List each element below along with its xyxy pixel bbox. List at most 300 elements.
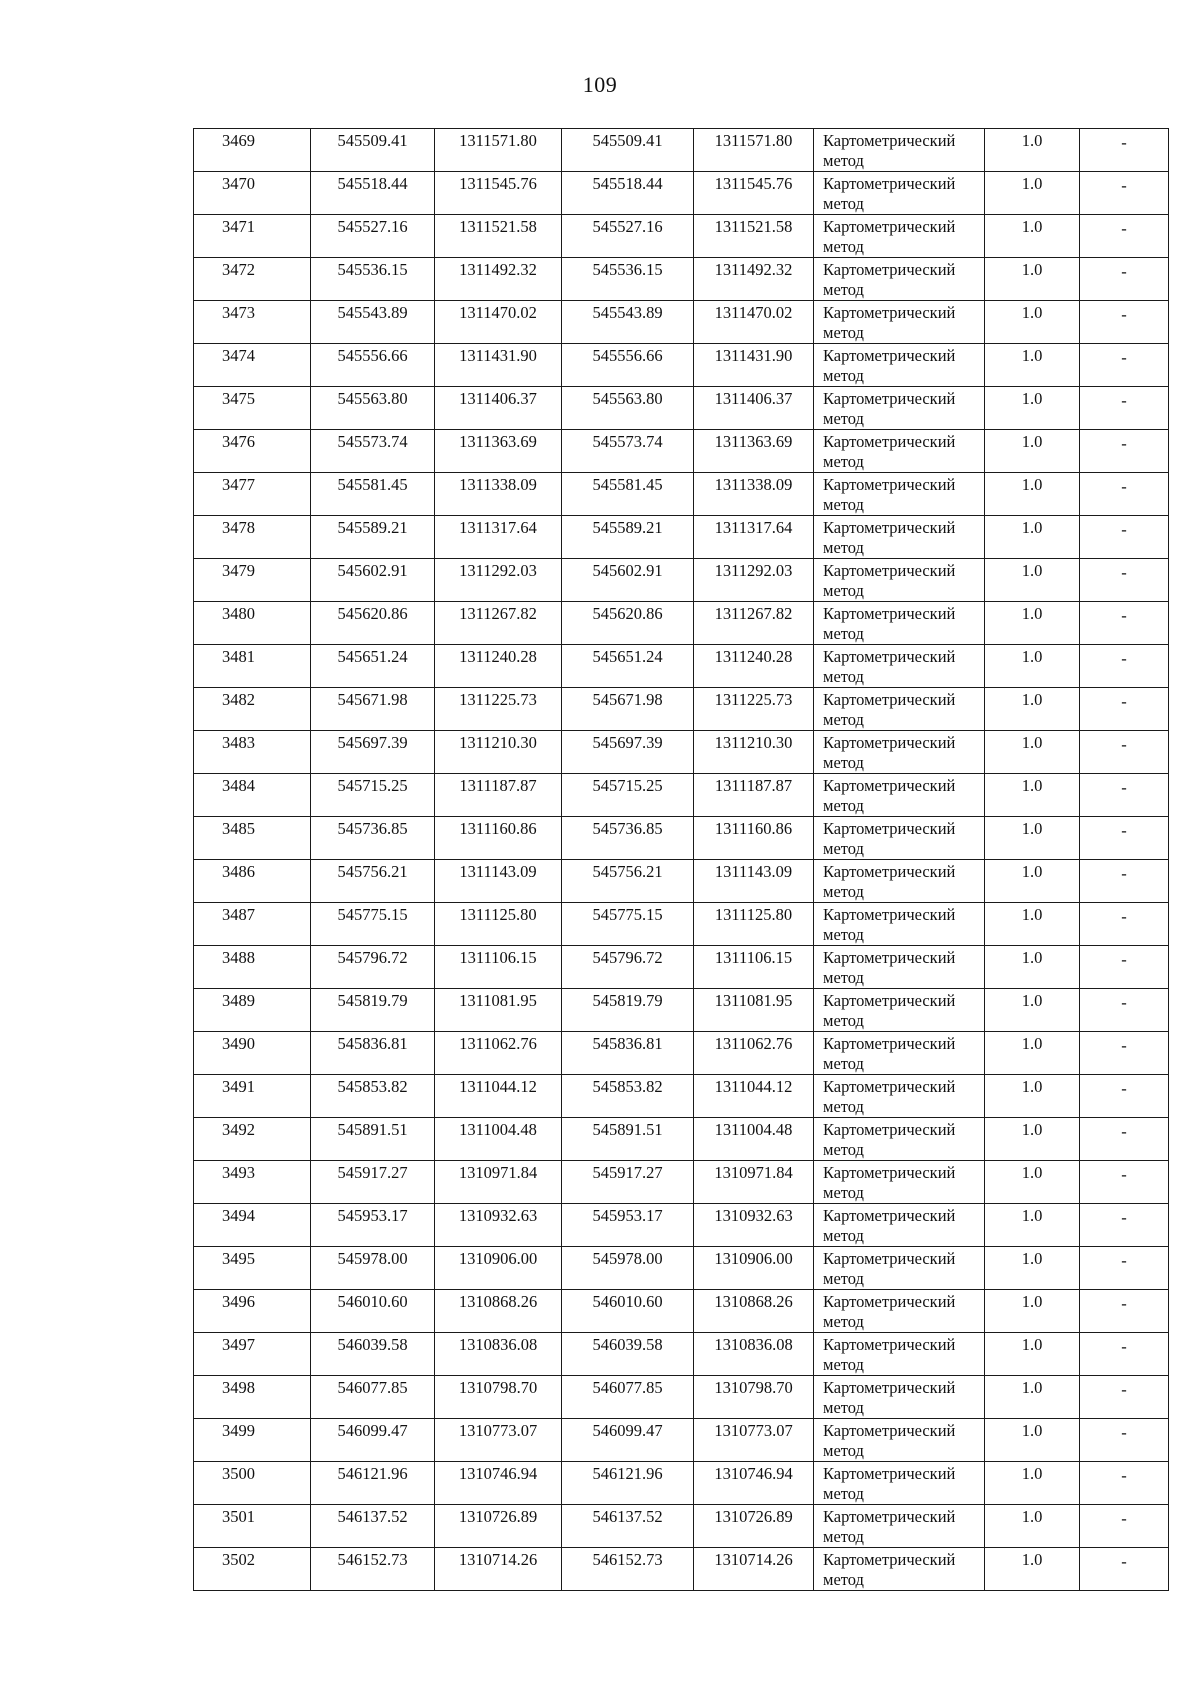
y-coordinate-repeat-cell: 1310798.70: [694, 1376, 814, 1419]
x-coordinate-cell: 545756.21: [311, 860, 435, 903]
point-number-cell: 3482: [194, 688, 311, 731]
y-coordinate-cell: 1311431.90: [435, 344, 562, 387]
y-coordinate-cell: 1310932.63: [435, 1204, 562, 1247]
method-cell: [814, 903, 985, 946]
note-cell: -: [1080, 1462, 1169, 1505]
accuracy-cell: 1.0: [985, 1290, 1080, 1333]
x-coordinate-cell: 545775.15: [311, 903, 435, 946]
y-coordinate-cell: 1311571.80: [435, 129, 562, 172]
accuracy-cell: 1.0: [985, 1075, 1080, 1118]
table-body: [194, 129, 1169, 1591]
method-line-1: Картометрический: [823, 1421, 956, 1440]
x-coordinate-repeat-cell: 545620.86: [562, 602, 694, 645]
x-coordinate-cell: 545563.80: [311, 387, 435, 430]
x-coordinate-repeat-cell: 545756.21: [562, 860, 694, 903]
table-row: [194, 172, 1169, 215]
coordinates-table: [193, 128, 1169, 1591]
method-line-2: метод: [823, 1441, 864, 1460]
method-line-2: метод: [823, 1484, 864, 1503]
x-coordinate-cell: 545836.81: [311, 1032, 435, 1075]
method-line-1: Картометрический: [823, 1292, 956, 1311]
y-coordinate-repeat-cell: 1311225.73: [694, 688, 814, 731]
x-coordinate-repeat-cell: 546099.47: [562, 1419, 694, 1462]
note-cell: -: [1080, 817, 1169, 860]
table-row: [194, 258, 1169, 301]
table-row: [194, 688, 1169, 731]
table-row: [194, 903, 1169, 946]
note-cell: -: [1080, 1075, 1169, 1118]
table-row: [194, 1505, 1169, 1548]
y-coordinate-cell: 1311143.09: [435, 860, 562, 903]
note-cell: -: [1080, 1376, 1169, 1419]
x-coordinate-cell: 545671.98: [311, 688, 435, 731]
accuracy-cell: 1.0: [985, 430, 1080, 473]
note-cell: -: [1080, 860, 1169, 903]
x-coordinate-repeat-cell: 545671.98: [562, 688, 694, 731]
y-coordinate-cell: 1310798.70: [435, 1376, 562, 1419]
note-cell: -: [1080, 473, 1169, 516]
y-coordinate-cell: 1311125.80: [435, 903, 562, 946]
x-coordinate-repeat-cell: 545518.44: [562, 172, 694, 215]
y-coordinate-repeat-cell: 1310773.07: [694, 1419, 814, 1462]
note-cell: -: [1080, 688, 1169, 731]
y-coordinate-cell: 1311044.12: [435, 1075, 562, 1118]
method-line-1: Картометрический: [823, 475, 956, 494]
method-line-1: Картометрический: [823, 647, 956, 666]
y-coordinate-cell: 1310836.08: [435, 1333, 562, 1376]
method-line-1: Картометрический: [823, 1550, 956, 1569]
method-cell: [814, 774, 985, 817]
method-line-2: метод: [823, 667, 864, 686]
method-line-2: метод: [823, 1570, 864, 1589]
y-coordinate-repeat-cell: 1311521.58: [694, 215, 814, 258]
method-line-1: Картометрический: [823, 819, 956, 838]
point-number-cell: 3488: [194, 946, 311, 989]
x-coordinate-repeat-cell: 545602.91: [562, 559, 694, 602]
x-coordinate-repeat-cell: 545775.15: [562, 903, 694, 946]
y-coordinate-repeat-cell: 1311317.64: [694, 516, 814, 559]
x-coordinate-cell: 545620.86: [311, 602, 435, 645]
x-coordinate-repeat-cell: 546039.58: [562, 1333, 694, 1376]
y-coordinate-cell: 1310906.00: [435, 1247, 562, 1290]
table-row: [194, 1419, 1169, 1462]
point-number-cell: 3489: [194, 989, 311, 1032]
method-line-2: метод: [823, 194, 864, 213]
table-row: [194, 516, 1169, 559]
x-coordinate-cell: 546039.58: [311, 1333, 435, 1376]
x-coordinate-cell: 545518.44: [311, 172, 435, 215]
method-line-1: Картометрический: [823, 776, 956, 795]
table-row: [194, 1333, 1169, 1376]
x-coordinate-cell: 545819.79: [311, 989, 435, 1032]
y-coordinate-repeat-cell: 1311160.86: [694, 817, 814, 860]
method-line-1: Картометрический: [823, 862, 956, 881]
x-coordinate-cell: 546099.47: [311, 1419, 435, 1462]
note-cell: -: [1080, 989, 1169, 1032]
y-coordinate-repeat-cell: 1310714.26: [694, 1548, 814, 1591]
y-coordinate-cell: 1311521.58: [435, 215, 562, 258]
x-coordinate-cell: 545573.74: [311, 430, 435, 473]
method-cell: [814, 1462, 985, 1505]
point-number-cell: 3483: [194, 731, 311, 774]
note-cell: -: [1080, 1505, 1169, 1548]
method-cell: [814, 602, 985, 645]
note-cell: -: [1080, 301, 1169, 344]
method-cell: [814, 387, 985, 430]
y-coordinate-cell: 1311267.82: [435, 602, 562, 645]
note-cell: -: [1080, 387, 1169, 430]
table-row: [194, 1462, 1169, 1505]
accuracy-cell: 1.0: [985, 1462, 1080, 1505]
point-number-cell: 3493: [194, 1161, 311, 1204]
method-cell: [814, 344, 985, 387]
table-row: [194, 1376, 1169, 1419]
y-coordinate-cell: 1311225.73: [435, 688, 562, 731]
method-cell: [814, 1247, 985, 1290]
point-number-cell: 3479: [194, 559, 311, 602]
method-cell: [814, 688, 985, 731]
table-row: [194, 301, 1169, 344]
y-coordinate-repeat-cell: 1311187.87: [694, 774, 814, 817]
point-number-cell: 3486: [194, 860, 311, 903]
x-coordinate-repeat-cell: 545715.25: [562, 774, 694, 817]
note-cell: -: [1080, 1032, 1169, 1075]
method-line-2: метод: [823, 495, 864, 514]
x-coordinate-repeat-cell: 545536.15: [562, 258, 694, 301]
y-coordinate-cell: 1311317.64: [435, 516, 562, 559]
point-number-cell: 3469: [194, 129, 311, 172]
y-coordinate-repeat-cell: 1310836.08: [694, 1333, 814, 1376]
x-coordinate-repeat-cell: 546137.52: [562, 1505, 694, 1548]
x-coordinate-cell: 545736.85: [311, 817, 435, 860]
x-coordinate-repeat-cell: 545796.72: [562, 946, 694, 989]
method-line-1: Картометрический: [823, 346, 956, 365]
method-cell: [814, 1032, 985, 1075]
note-cell: -: [1080, 645, 1169, 688]
accuracy-cell: 1.0: [985, 258, 1080, 301]
method-cell: [814, 129, 985, 172]
method-line-1: Картометрический: [823, 389, 956, 408]
x-coordinate-repeat-cell: 545953.17: [562, 1204, 694, 1247]
point-number-cell: 3495: [194, 1247, 311, 1290]
y-coordinate-repeat-cell: 1311081.95: [694, 989, 814, 1032]
note-cell: -: [1080, 172, 1169, 215]
y-coordinate-repeat-cell: 1311292.03: [694, 559, 814, 602]
y-coordinate-repeat-cell: 1310746.94: [694, 1462, 814, 1505]
table-row: [194, 1204, 1169, 1247]
x-coordinate-repeat-cell: 545573.74: [562, 430, 694, 473]
y-coordinate-repeat-cell: 1311470.02: [694, 301, 814, 344]
x-coordinate-cell: 545953.17: [311, 1204, 435, 1247]
y-coordinate-cell: 1311406.37: [435, 387, 562, 430]
note-cell: -: [1080, 774, 1169, 817]
accuracy-cell: 1.0: [985, 645, 1080, 688]
table-row: [194, 1118, 1169, 1161]
method-cell: [814, 817, 985, 860]
point-number-cell: 3498: [194, 1376, 311, 1419]
point-number-cell: 3472: [194, 258, 311, 301]
method-line-1: Картометрический: [823, 1249, 956, 1268]
point-number-cell: 3476: [194, 430, 311, 473]
point-number-cell: 3492: [194, 1118, 311, 1161]
x-coordinate-repeat-cell: 545836.81: [562, 1032, 694, 1075]
y-coordinate-cell: 1311187.87: [435, 774, 562, 817]
x-coordinate-cell: 545891.51: [311, 1118, 435, 1161]
x-coordinate-repeat-cell: 545563.80: [562, 387, 694, 430]
y-coordinate-cell: 1310868.26: [435, 1290, 562, 1333]
table-row: [194, 344, 1169, 387]
x-coordinate-repeat-cell: 546152.73: [562, 1548, 694, 1591]
accuracy-cell: 1.0: [985, 344, 1080, 387]
point-number-cell: 3494: [194, 1204, 311, 1247]
y-coordinate-cell: 1310971.84: [435, 1161, 562, 1204]
method-cell: [814, 559, 985, 602]
table-row: [194, 1290, 1169, 1333]
table-row: [194, 129, 1169, 172]
point-number-cell: 3491: [194, 1075, 311, 1118]
method-cell: [814, 215, 985, 258]
accuracy-cell: 1.0: [985, 1204, 1080, 1247]
y-coordinate-cell: 1310746.94: [435, 1462, 562, 1505]
method-line-1: Картометрический: [823, 948, 956, 967]
x-coordinate-cell: 545527.16: [311, 215, 435, 258]
point-number-cell: 3497: [194, 1333, 311, 1376]
x-coordinate-cell: 546137.52: [311, 1505, 435, 1548]
x-coordinate-repeat-cell: 545819.79: [562, 989, 694, 1032]
method-line-1: Картометрический: [823, 518, 956, 537]
x-coordinate-repeat-cell: 545527.16: [562, 215, 694, 258]
x-coordinate-cell: 545602.91: [311, 559, 435, 602]
y-coordinate-cell: 1311004.48: [435, 1118, 562, 1161]
accuracy-cell: 1.0: [985, 1032, 1080, 1075]
note-cell: -: [1080, 344, 1169, 387]
accuracy-cell: 1.0: [985, 1505, 1080, 1548]
x-coordinate-repeat-cell: 545736.85: [562, 817, 694, 860]
accuracy-cell: 1.0: [985, 688, 1080, 731]
page-number: 109: [582, 72, 618, 97]
y-coordinate-cell: 1311210.30: [435, 731, 562, 774]
x-coordinate-cell: 545796.72: [311, 946, 435, 989]
x-coordinate-repeat-cell: 545543.89: [562, 301, 694, 344]
note-cell: -: [1080, 129, 1169, 172]
y-coordinate-cell: 1311470.02: [435, 301, 562, 344]
y-coordinate-cell: 1311338.09: [435, 473, 562, 516]
note-cell: -: [1080, 215, 1169, 258]
method-line-1: Картометрический: [823, 991, 956, 1010]
table-row: [194, 1548, 1169, 1591]
y-coordinate-repeat-cell: 1311106.15: [694, 946, 814, 989]
y-coordinate-repeat-cell: 1311044.12: [694, 1075, 814, 1118]
method-line-2: метод: [823, 882, 864, 901]
x-coordinate-cell: 546010.60: [311, 1290, 435, 1333]
accuracy-cell: 1.0: [985, 473, 1080, 516]
x-coordinate-repeat-cell: 545589.21: [562, 516, 694, 559]
accuracy-cell: 1.0: [985, 215, 1080, 258]
accuracy-cell: 1.0: [985, 1247, 1080, 1290]
note-cell: -: [1080, 903, 1169, 946]
method-line-2: метод: [823, 925, 864, 944]
method-line-2: метод: [823, 710, 864, 729]
y-coordinate-repeat-cell: 1310932.63: [694, 1204, 814, 1247]
y-coordinate-cell: 1310714.26: [435, 1548, 562, 1591]
method-cell: [814, 1376, 985, 1419]
method-cell: [814, 1118, 985, 1161]
y-coordinate-repeat-cell: 1311492.32: [694, 258, 814, 301]
method-line-2: метод: [823, 1355, 864, 1374]
x-coordinate-repeat-cell: 545853.82: [562, 1075, 694, 1118]
y-coordinate-repeat-cell: 1311363.69: [694, 430, 814, 473]
method-cell: [814, 1075, 985, 1118]
table-row: [194, 946, 1169, 989]
x-coordinate-cell: 545978.00: [311, 1247, 435, 1290]
y-coordinate-repeat-cell: 1311210.30: [694, 731, 814, 774]
method-line-1: Картометрический: [823, 1464, 956, 1483]
x-coordinate-cell: 546121.96: [311, 1462, 435, 1505]
method-line-1: Картометрический: [823, 131, 956, 150]
point-number-cell: 3478: [194, 516, 311, 559]
x-coordinate-repeat-cell: 545697.39: [562, 731, 694, 774]
point-number-cell: 3501: [194, 1505, 311, 1548]
point-number-cell: 3496: [194, 1290, 311, 1333]
method-cell: [814, 1505, 985, 1548]
method-line-1: Картометрический: [823, 174, 956, 193]
method-line-1: Картометрический: [823, 303, 956, 322]
x-coordinate-repeat-cell: 545978.00: [562, 1247, 694, 1290]
table-row: [194, 387, 1169, 430]
y-coordinate-repeat-cell: 1311062.76: [694, 1032, 814, 1075]
accuracy-cell: 1.0: [985, 602, 1080, 645]
method-line-2: метод: [823, 1312, 864, 1331]
point-number-cell: 3487: [194, 903, 311, 946]
y-coordinate-cell: 1311160.86: [435, 817, 562, 860]
point-number-cell: 3477: [194, 473, 311, 516]
x-coordinate-cell: 545581.45: [311, 473, 435, 516]
y-coordinate-cell: 1311545.76: [435, 172, 562, 215]
y-coordinate-repeat-cell: 1311571.80: [694, 129, 814, 172]
note-cell: -: [1080, 1161, 1169, 1204]
table-row: [194, 860, 1169, 903]
note-cell: -: [1080, 602, 1169, 645]
accuracy-cell: 1.0: [985, 989, 1080, 1032]
method-line-1: Картометрический: [823, 260, 956, 279]
table-row: [194, 731, 1169, 774]
note-cell: -: [1080, 258, 1169, 301]
point-number-cell: 3471: [194, 215, 311, 258]
method-line-2: метод: [823, 796, 864, 815]
table-row: [194, 559, 1169, 602]
method-cell: [814, 258, 985, 301]
y-coordinate-cell: 1311081.95: [435, 989, 562, 1032]
table-row: [194, 1247, 1169, 1290]
point-number-cell: 3474: [194, 344, 311, 387]
method-line-1: Картометрический: [823, 561, 956, 580]
method-line-1: Картометрический: [823, 733, 956, 752]
accuracy-cell: 1.0: [985, 860, 1080, 903]
method-line-2: метод: [823, 1054, 864, 1073]
point-number-cell: 3484: [194, 774, 311, 817]
note-cell: -: [1080, 1333, 1169, 1376]
note-cell: -: [1080, 559, 1169, 602]
accuracy-cell: 1.0: [985, 1548, 1080, 1591]
x-coordinate-repeat-cell: 546077.85: [562, 1376, 694, 1419]
accuracy-cell: 1.0: [985, 903, 1080, 946]
point-number-cell: 3490: [194, 1032, 311, 1075]
point-number-cell: 3485: [194, 817, 311, 860]
point-number-cell: 3502: [194, 1548, 311, 1591]
method-line-1: Картометрический: [823, 604, 956, 623]
method-cell: [814, 1548, 985, 1591]
method-line-2: метод: [823, 1226, 864, 1245]
x-coordinate-cell: 546152.73: [311, 1548, 435, 1591]
x-coordinate-cell: 545589.21: [311, 516, 435, 559]
x-coordinate-cell: 545556.66: [311, 344, 435, 387]
x-coordinate-repeat-cell: 545917.27: [562, 1161, 694, 1204]
accuracy-cell: 1.0: [985, 1118, 1080, 1161]
y-coordinate-repeat-cell: 1311267.82: [694, 602, 814, 645]
y-coordinate-repeat-cell: 1311545.76: [694, 172, 814, 215]
point-number-cell: 3473: [194, 301, 311, 344]
x-coordinate-cell: 545543.89: [311, 301, 435, 344]
method-line-2: метод: [823, 1398, 864, 1417]
x-coordinate-repeat-cell: 545891.51: [562, 1118, 694, 1161]
y-coordinate-repeat-cell: 1311431.90: [694, 344, 814, 387]
point-number-cell: 3500: [194, 1462, 311, 1505]
method-line-1: Картометрический: [823, 1206, 956, 1225]
accuracy-cell: 1.0: [985, 774, 1080, 817]
method-line-2: метод: [823, 323, 864, 342]
y-coordinate-repeat-cell: 1311143.09: [694, 860, 814, 903]
table-row: [194, 1161, 1169, 1204]
x-coordinate-repeat-cell: 545556.66: [562, 344, 694, 387]
method-line-2: метод: [823, 366, 864, 385]
method-line-1: Картометрический: [823, 1120, 956, 1139]
y-coordinate-repeat-cell: 1310726.89: [694, 1505, 814, 1548]
y-coordinate-repeat-cell: 1310868.26: [694, 1290, 814, 1333]
note-cell: -: [1080, 1118, 1169, 1161]
note-cell: -: [1080, 1419, 1169, 1462]
y-coordinate-repeat-cell: 1310971.84: [694, 1161, 814, 1204]
method-line-2: метод: [823, 839, 864, 858]
y-coordinate-cell: 1311363.69: [435, 430, 562, 473]
x-coordinate-repeat-cell: 545651.24: [562, 645, 694, 688]
method-line-1: Картометрический: [823, 432, 956, 451]
y-coordinate-repeat-cell: 1311004.48: [694, 1118, 814, 1161]
accuracy-cell: 1.0: [985, 129, 1080, 172]
method-line-1: Картометрический: [823, 1034, 956, 1053]
table-row: [194, 645, 1169, 688]
x-coordinate-repeat-cell: 545581.45: [562, 473, 694, 516]
table-row: [194, 473, 1169, 516]
method-line-2: метод: [823, 538, 864, 557]
note-cell: -: [1080, 516, 1169, 559]
point-number-cell: 3475: [194, 387, 311, 430]
method-cell: [814, 516, 985, 559]
y-coordinate-cell: 1311292.03: [435, 559, 562, 602]
method-cell: [814, 989, 985, 1032]
y-coordinate-cell: 1311240.28: [435, 645, 562, 688]
accuracy-cell: 1.0: [985, 1419, 1080, 1462]
method-line-2: метод: [823, 753, 864, 772]
table-row: [194, 1075, 1169, 1118]
method-cell: [814, 1333, 985, 1376]
method-line-2: метод: [823, 1527, 864, 1546]
x-coordinate-cell: 545853.82: [311, 1075, 435, 1118]
note-cell: -: [1080, 1247, 1169, 1290]
table-row: [194, 989, 1169, 1032]
y-coordinate-repeat-cell: 1311240.28: [694, 645, 814, 688]
method-line-1: Картометрический: [823, 1335, 956, 1354]
y-coordinate-cell: 1311106.15: [435, 946, 562, 989]
